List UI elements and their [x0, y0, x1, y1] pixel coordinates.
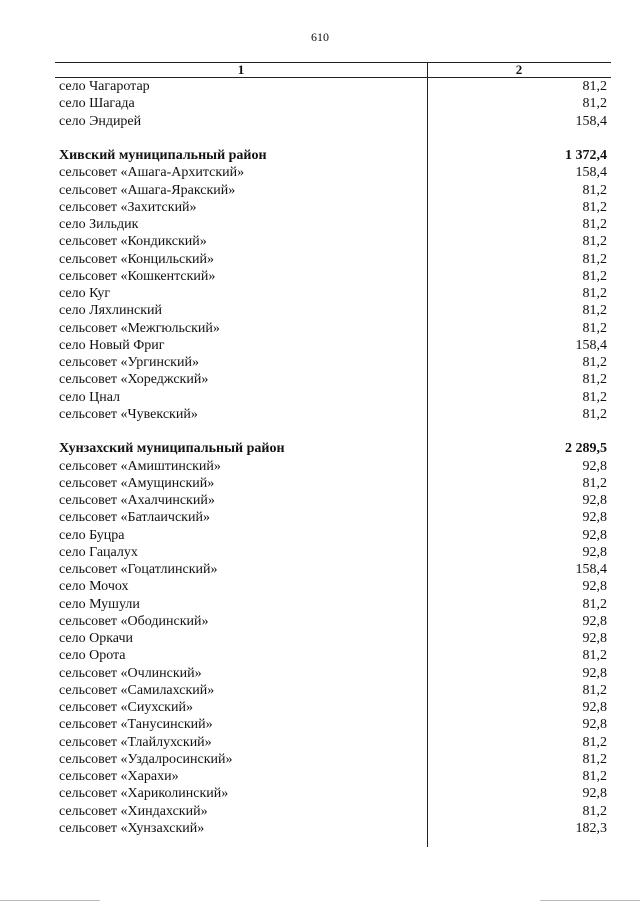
settlement-name: сельсовет «Гоцатлинский» — [59, 562, 218, 577]
amount-value: 81,2 — [582, 682, 607, 698]
table-row — [55, 578, 611, 595]
settlement-name: сельсовет «Ургинский» — [59, 355, 199, 370]
amount-value: 81,2 — [582, 648, 607, 664]
settlement-name: сельсовет «Амущинский» — [59, 475, 215, 491]
amount-value: 92,8 — [582, 493, 607, 508]
table-row — [55, 113, 611, 130]
amount-value: 81,2 — [582, 303, 607, 319]
settlement-name — [55, 130, 427, 147]
settlement-name: сельсовет «Самилахский» — [59, 682, 215, 698]
amount-value: 182,3 — [575, 820, 607, 836]
amount-value: 81,2 — [582, 199, 607, 215]
amount-value: 158,4 — [575, 562, 607, 577]
table-row — [55, 371, 611, 388]
column-2-header: 2 — [515, 62, 523, 77]
table-row — [55, 613, 611, 630]
amount-value: 92,8 — [582, 631, 607, 646]
settlement-name: сельсовет «Уздалросинский» — [59, 751, 233, 767]
scan-artifact — [540, 900, 640, 901]
settlement-name: сельсовет «Харахи» — [59, 769, 179, 784]
table-row — [55, 492, 611, 509]
amount-value: 81,2 — [582, 251, 607, 267]
amount-value: 81,2 — [582, 182, 607, 198]
table-row — [55, 337, 611, 354]
table-row — [55, 734, 611, 751]
table-row — [55, 78, 611, 95]
settlement-name: сельсовет «Очлинский» — [59, 665, 202, 681]
table-row — [55, 630, 611, 647]
settlement-name: сельсовет «Хунзахский» — [59, 820, 205, 836]
settlement-name: сельсовет «Захитский» — [59, 199, 197, 215]
amount-value: 81,2 — [582, 734, 607, 750]
settlement-name: село Зильдик — [59, 217, 139, 232]
amount-value: 92,8 — [582, 717, 607, 733]
table-row — [55, 389, 611, 406]
table-row — [55, 820, 611, 837]
table-row — [55, 268, 611, 285]
settlement-name: село Куг — [59, 286, 111, 301]
table-row — [55, 199, 611, 216]
amount-value: 158,4 — [575, 165, 607, 181]
amount-value: 158,4 — [575, 337, 607, 353]
amount-value: 81,2 — [582, 355, 607, 370]
table-row — [55, 561, 611, 578]
column-divider — [427, 63, 428, 847]
settlement-name: сельсовет «Танусинский» — [59, 717, 213, 733]
settlement-name: село Буцра — [59, 527, 125, 543]
amount-value: 92,8 — [582, 458, 607, 474]
amount-value: 81,2 — [582, 803, 607, 819]
page-number: 610 — [311, 30, 329, 44]
settlement-name: сельсовет «Ахалчинский» — [59, 493, 215, 508]
settlement-name: сельсовет «Кондикский» — [59, 234, 207, 250]
table-row — [55, 458, 611, 475]
settlement-name — [55, 423, 427, 440]
amount-value: 92,8 — [582, 700, 607, 715]
district-total-row — [55, 147, 611, 164]
table-row — [55, 527, 611, 544]
table-row — [55, 354, 611, 371]
settlement-name: сельсовет «Концильский» — [59, 251, 215, 267]
settlement-name: село Оркачи — [59, 631, 133, 646]
spacer-row — [55, 423, 611, 440]
table-row — [55, 95, 611, 112]
table-row — [55, 320, 611, 337]
amount-value: 81,2 — [582, 389, 607, 405]
scan-artifact — [0, 900, 100, 901]
table-header — [55, 63, 611, 78]
district-total-row — [55, 440, 611, 457]
settlement-name: сельсовет «Хиндахский» — [59, 803, 208, 819]
amount-value: 81,2 — [582, 234, 607, 250]
settlement-name: село Чагаротар — [59, 79, 150, 94]
settlement-name: село Ляхлинский — [59, 303, 162, 319]
amount-value: 81,2 — [582, 320, 607, 336]
amount-value: 81,2 — [582, 475, 607, 491]
allocation-table — [55, 62, 611, 847]
table-row — [55, 164, 611, 181]
amount-value: 81,2 — [582, 286, 607, 301]
table-row — [55, 751, 611, 768]
amount-value: 81,2 — [582, 217, 607, 232]
table-row — [55, 406, 611, 423]
settlement-name: село Шагада — [59, 96, 135, 112]
settlement-name: сельсовет «Амиштинский» — [59, 458, 221, 474]
settlement-name: сельсовет «Сиухский» — [59, 700, 193, 715]
spacer-row — [55, 130, 611, 147]
amount-value: 158,4 — [575, 113, 607, 129]
amount-value: 81,2 — [582, 596, 607, 612]
settlement-name: сельсовет «Хариколинский» — [59, 786, 229, 802]
settlement-name: село Гацалух — [59, 544, 138, 560]
settlement-name: Хунзахский муниципальный район — [59, 441, 285, 457]
table-row — [55, 665, 611, 682]
settlement-name: сельсовет «Чувекский» — [59, 406, 198, 422]
table-row — [55, 699, 611, 716]
settlement-name: сельсовет «Ашага-Архитский» — [59, 165, 245, 181]
table-row — [55, 785, 611, 802]
table-row — [55, 302, 611, 319]
settlement-name: сельсовет «Ободинский» — [59, 613, 209, 629]
settlement-name: село Орота — [59, 648, 126, 664]
table-row — [55, 233, 611, 250]
table-row — [55, 251, 611, 268]
settlement-name: село Мочох — [59, 579, 129, 595]
table-row — [55, 716, 611, 733]
settlement-name: село Цнал — [59, 389, 121, 405]
amount-value: 81,2 — [582, 372, 607, 388]
table-body — [55, 78, 611, 837]
amount-value: 92,8 — [582, 510, 607, 526]
settlement-name: сельсовет «Ашага-Яракский» — [59, 182, 236, 198]
settlement-name: село Эндирей — [59, 113, 142, 129]
settlement-name: сельсовет «Хореджский» — [59, 372, 209, 388]
amount-value: 92,8 — [582, 665, 607, 681]
amount-value: 92,8 — [582, 786, 607, 802]
table-row — [55, 509, 611, 526]
table-row — [55, 803, 611, 820]
amount-value — [427, 130, 611, 147]
table-row — [55, 216, 611, 233]
table-row — [55, 768, 611, 785]
amount-value: 92,8 — [582, 527, 607, 543]
table-row — [55, 544, 611, 561]
settlement-name: село Новый Фриг — [59, 337, 165, 353]
table-row — [55, 596, 611, 613]
settlement-name: сельсовет «Тлайлухский» — [59, 734, 212, 750]
amount-value: 1 372,4 — [565, 148, 607, 163]
table-row — [55, 682, 611, 699]
settlement-name: сельсовет «Межгюльский» — [59, 320, 220, 336]
table-row — [55, 285, 611, 302]
amount-value — [427, 423, 611, 440]
settlement-name: село Мушули — [59, 596, 140, 612]
amount-value: 2 289,5 — [565, 441, 607, 457]
amount-value: 81,2 — [582, 96, 607, 112]
amount-value: 81,2 — [582, 769, 607, 784]
table-row — [55, 475, 611, 492]
amount-value: 81,2 — [582, 406, 607, 422]
column-1-header: 1 — [237, 62, 245, 77]
amount-value: 92,8 — [582, 544, 607, 560]
amount-value: 81,2 — [582, 79, 607, 94]
amount-value: 92,8 — [582, 579, 607, 595]
amount-value: 81,2 — [582, 751, 607, 767]
amount-value: 81,2 — [582, 268, 607, 284]
table-row — [55, 647, 611, 664]
settlement-name: сельсовет «Батлаичский» — [59, 510, 210, 526]
table-row — [55, 182, 611, 199]
amount-value: 92,8 — [582, 613, 607, 629]
settlement-name: Хивский муниципальный район — [59, 148, 267, 163]
settlement-name: сельсовет «Кошкентский» — [59, 268, 216, 284]
